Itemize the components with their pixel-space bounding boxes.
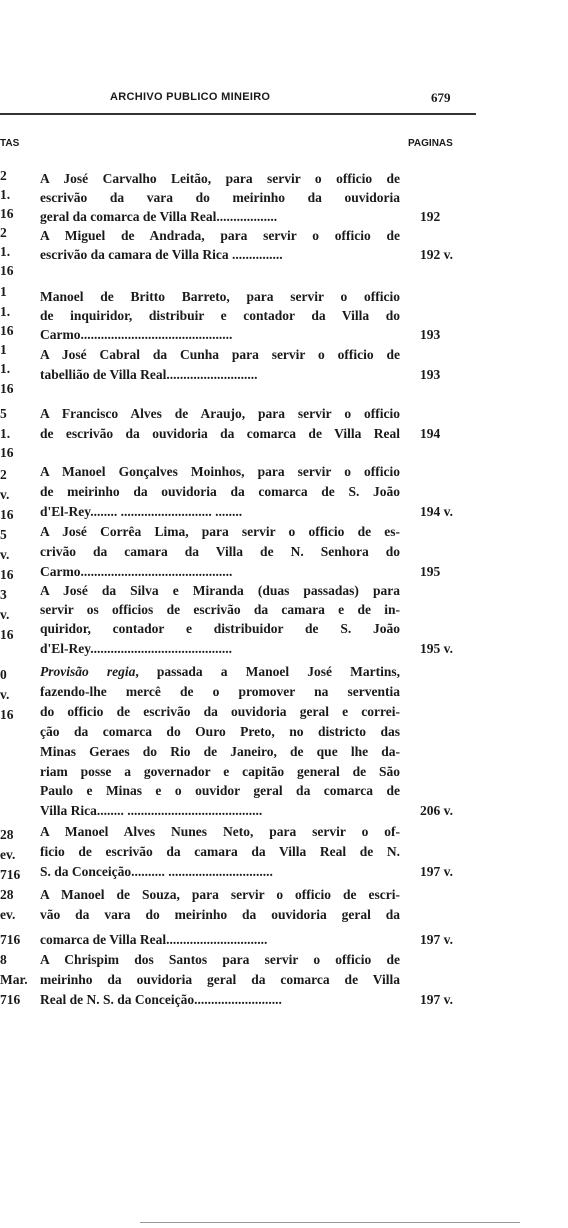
entry-line: do officio de escrivão da ouvidoria geral e correi- xyxy=(40,704,400,719)
margin-fragment: 0 xyxy=(0,667,7,682)
margin-fragment: 16 xyxy=(0,707,14,722)
entry-line: ficio de escrivão da camara da Villa Real de N. xyxy=(40,844,400,859)
margin-fragment: 16 xyxy=(0,567,14,582)
margin-fragment: 716 xyxy=(0,932,21,947)
margin-fragment: 5 xyxy=(0,527,7,542)
page-reference: 195 v. xyxy=(420,641,454,656)
margin-fragment: 1. xyxy=(0,304,11,319)
column-heading-pages: PAGINAS xyxy=(408,138,453,149)
margin-fragment: 1 xyxy=(0,342,7,357)
entry-line: A Manoel de Souza, para servir o officio de escri- xyxy=(40,887,400,902)
entry-line: Real de N. S. da Conceição.......................... xyxy=(40,992,282,1007)
entry-line: quiridor, contador e distribuidor de S. João xyxy=(40,621,400,636)
entry-line: Provisão regia, passada a Manoel José Martins, xyxy=(40,664,400,679)
margin-fragment: 8 xyxy=(0,952,7,967)
entry-line: vão da vara do meirinho da ouvidoria geral da xyxy=(40,907,400,922)
entry-line: d'El-Rey.......................................... xyxy=(40,641,233,656)
entry-line: A Manoel Alves Nunes Neto, para servir o of- xyxy=(40,824,400,839)
entry-line: servir os officios de escrivão da camara e de in- xyxy=(40,602,400,617)
margin-fragment: 2 xyxy=(0,168,7,183)
entry-line: d'El-Rey........ ........................... ........ xyxy=(40,504,243,519)
page-reference: 206 v. xyxy=(420,803,454,818)
page-reference: 197 v. xyxy=(420,992,454,1007)
margin-fragment: v. xyxy=(0,687,10,702)
page-reference: 193 xyxy=(420,367,441,382)
entry-line: riam posse a governador e capitão general de São xyxy=(40,764,400,779)
margin-fragment: v. xyxy=(0,547,10,562)
margin-fragment: ev. xyxy=(0,907,16,922)
running-head: ARCHIVO PUBLICO MINEIRO xyxy=(110,91,271,103)
entry-line: A José Carvalho Leitão, para servir o officio de xyxy=(40,171,400,186)
margin-fragment: 28 xyxy=(0,827,14,842)
entry-line: crivão da camara da Villa de N. Senhora do xyxy=(40,544,400,559)
margin-fragment: v. xyxy=(0,607,10,622)
margin-fragment: 16 xyxy=(0,445,14,460)
entry-line: Carmo............................................. xyxy=(40,327,233,342)
entry-line: A José Cabral da Cunha para servir o officio de xyxy=(40,347,400,362)
margin-fragment: 2 xyxy=(0,225,7,240)
entry-line: de meirinho da ouvidoria da comarca de S. João xyxy=(40,484,400,499)
header-rule xyxy=(0,113,476,115)
page-reference: 192 v. xyxy=(420,247,454,262)
margin-fragment: 16 xyxy=(0,381,14,396)
provision-heading-italic: Provisão regia xyxy=(40,664,136,679)
entry-line: S. da Conceição.......... ............................... xyxy=(40,864,273,879)
entry-line: escrivão da camara de Villa Rica ............... xyxy=(40,247,283,262)
entry-line: A José Corrêa Lima, para servir o officio de es- xyxy=(40,524,400,539)
entry-line: Minas Geraes do Rio de Janeiro, de que lhe da- xyxy=(40,744,400,759)
margin-fragment: 716 xyxy=(0,867,21,882)
page-reference: 192 xyxy=(420,209,441,224)
entry-line: meirinho da ouvidoria geral da comarca de Villa xyxy=(40,972,400,987)
entry-line: A Miguel de Andrada, para servir o officio de xyxy=(40,228,400,243)
entry-line: Paulo e Minas e o ouvidor geral da comarca de xyxy=(40,783,400,798)
entry-line: A Chrispim dos Santos para servir o officio de xyxy=(40,952,400,967)
margin-fragment: 5 xyxy=(0,406,7,421)
margin-fragment: 1. xyxy=(0,244,11,259)
margin-fragment: 16 xyxy=(0,627,14,642)
margin-fragment: v. xyxy=(0,487,10,502)
entry-line: escrivão da vara do meirinho da ouvidoria xyxy=(40,190,400,205)
entry-line: comarca de Villa Real.............................. xyxy=(40,932,268,947)
entry-line: fazendo-lhe mercê de o promover na serventia xyxy=(40,684,400,699)
margin-fragment: 716 xyxy=(0,992,21,1007)
entry-line: Carmo............................................. xyxy=(40,564,233,579)
margin-fragment: 3 xyxy=(0,587,7,602)
page-reference: 197 v. xyxy=(420,864,454,879)
margin-fragment: 1. xyxy=(0,187,11,202)
entry-line: A Manoel Gonçalves Moinhos, para servir o officio xyxy=(40,464,400,479)
entry-line: Manoel de Britto Barreto, para servir o officio xyxy=(40,289,400,304)
margin-fragment: 2 xyxy=(0,467,7,482)
page-reference: 194 xyxy=(420,426,441,441)
page-reference: 193 xyxy=(420,327,441,342)
footer-rule xyxy=(140,1222,520,1223)
entry-line: tabellião de Villa Real........................... xyxy=(40,367,258,382)
margin-fragment: Mar. xyxy=(0,972,28,987)
margin-fragment: 16 xyxy=(0,507,14,522)
entry-line: de escrivão da ouvidoria da comarca de Villa Real xyxy=(40,426,400,441)
margin-fragment: 1. xyxy=(0,426,11,441)
page-reference: 194 v. xyxy=(420,504,454,519)
page-reference: 197 v. xyxy=(420,932,454,947)
margin-fragment: ev. xyxy=(0,847,16,862)
margin-fragment: 1 xyxy=(0,284,7,299)
entry-line: de inquiridor, distribuir e contador da Villa do xyxy=(40,308,400,323)
entry-line: A José da Silva e Miranda (duas passadas) para xyxy=(40,583,400,598)
margin-fragment: 16 xyxy=(0,206,14,221)
page-number: 679 xyxy=(431,90,451,105)
entry-line: A Francisco Alves de Araujo, para servir o officio xyxy=(40,406,400,421)
margin-fragment: 16 xyxy=(0,323,14,338)
margin-fragment: 28 xyxy=(0,887,14,902)
entry-line: ção da comarca do Ouro Preto, no districto das xyxy=(40,724,400,739)
entry-line: Villa Rica........ ........................................ xyxy=(40,803,263,818)
entry-line: geral da comarca de Villa Real.................. xyxy=(40,209,278,224)
margin-fragment: 1. xyxy=(0,361,11,376)
margin-fragment: 16 xyxy=(0,263,14,278)
page-reference: 195 xyxy=(420,564,441,579)
column-heading-dates: TAS xyxy=(0,138,20,149)
